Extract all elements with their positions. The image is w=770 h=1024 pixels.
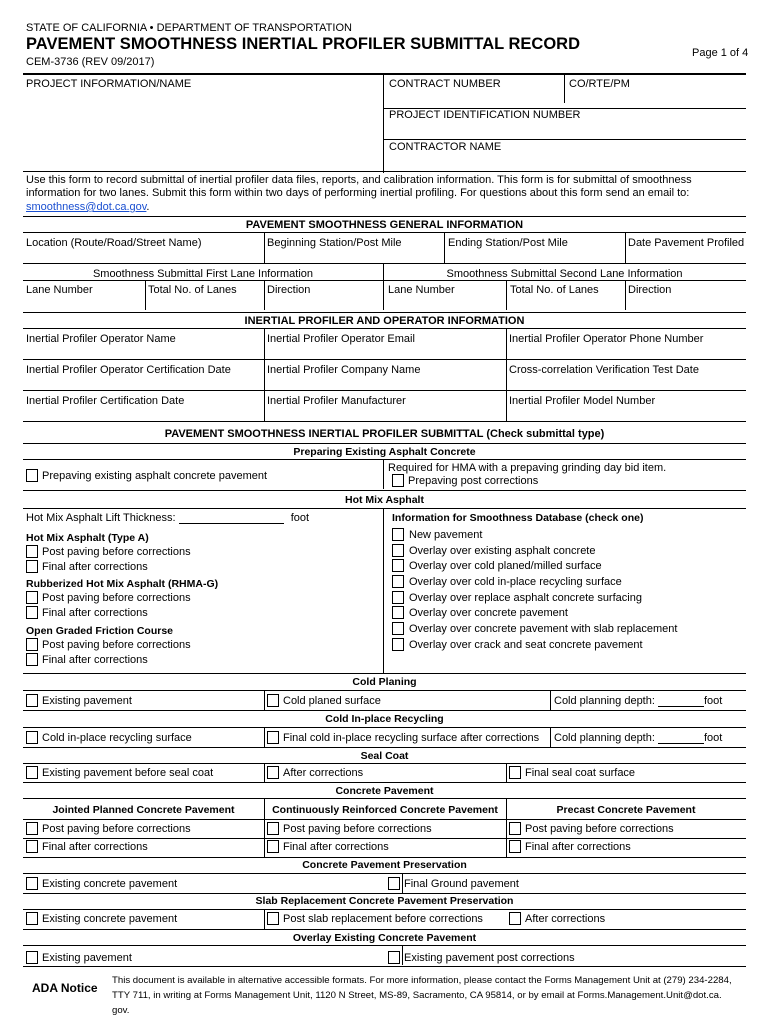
precast-heading: Precast Concrete Pavement <box>556 804 696 816</box>
prepaving-heading: Preparing Existing Asphalt Concrete <box>293 446 476 458</box>
co-rte-pm-label: CO/RTE/PM <box>569 78 630 90</box>
rhma-final-checkbox[interactable] <box>26 606 38 619</box>
cir-final-label: Final cold in-place recycling surface after corrections <box>283 732 540 744</box>
general-info-heading: PAVEMENT SMOOTHNESS GENERAL INFORMATION <box>245 219 524 231</box>
slab-after-label: After corrections <box>525 913 606 925</box>
hma-a-post-paving-label: Post paving before corrections <box>42 546 191 558</box>
db-option-3-checkbox[interactable] <box>392 575 404 588</box>
cir-depth-unit: foot <box>703 732 723 744</box>
hma-a-final-label: Final after corrections <box>42 561 148 573</box>
rhma-post-paving-checkbox[interactable] <box>26 591 38 604</box>
slab-heading: Slab Replacement Concrete Pavement Preservation <box>255 895 514 907</box>
db-option-6-label: Overlay over concrete pavement with slab replacement <box>409 623 678 635</box>
operator-cert-date-label: Inertial Profiler Operator Certification Date <box>26 364 231 376</box>
lane2-number-label: Lane Number <box>388 284 455 296</box>
preservation-heading: Concrete Pavement Preservation <box>302 859 467 871</box>
operator-name-label: Inertial Profiler Operator Name <box>26 333 176 345</box>
prepaving-existing-checkbox[interactable] <box>26 469 38 482</box>
contractor-name-label: CONTRACTOR NAME <box>389 141 502 153</box>
ada-line-1: This document is available in alternative accessible formats. For more information, please contact the Forms Management Unit at (279) 234-2284, <box>112 975 732 986</box>
db-option-0-label: New pavement <box>409 529 483 541</box>
overlay-heading: Overlay Existing Concrete Pavement <box>292 932 477 944</box>
seal-final-label: Final seal coat surface <box>525 767 636 779</box>
lift-thickness-label <box>26 512 309 524</box>
project-id-label: PROJECT IDENTIFICATION NUMBER <box>389 109 581 121</box>
concrete-heading: Concrete Pavement <box>335 785 434 797</box>
seal-after-checkbox[interactable] <box>267 766 279 779</box>
db-option-5-checkbox[interactable] <box>392 606 404 619</box>
seal-existing-checkbox[interactable] <box>26 766 38 779</box>
cp-existing-label: Existing pavement <box>42 695 132 707</box>
jpcp-final-label: Final after corrections <box>42 841 148 853</box>
beginning-station-label: Beginning Station/Post Mile <box>267 237 402 249</box>
db-option-6-checkbox[interactable] <box>392 622 404 635</box>
lane1-direction-label: Direction <box>267 284 311 296</box>
pres-final-ground-checkbox[interactable] <box>388 877 400 890</box>
hma-type-a-heading: Hot Mix Asphalt (Type A) <box>26 532 149 544</box>
cir-final-checkbox[interactable] <box>267 731 279 744</box>
cir-depth <box>554 732 722 744</box>
db-option-0-checkbox[interactable] <box>392 528 404 541</box>
precast-final-checkbox[interactable] <box>509 840 521 853</box>
cir-heading: Cold In-place Recycling <box>325 713 444 725</box>
lift-thickness-text: Hot Mix Asphalt Lift Thickness: <box>26 512 176 524</box>
cir-surface-label: Cold in-place recycling surface <box>42 732 192 744</box>
rhma-post-paving-label: Post paving before corrections <box>42 592 191 604</box>
overlay-existing-checkbox[interactable] <box>26 951 38 964</box>
db-option-2-label: Overlay over cold planed/milled surface <box>409 560 602 572</box>
profiler-cert-date-label: Inertial Profiler Certification Date <box>26 395 185 407</box>
submittal-heading: PAVEMENT SMOOTHNESS INERTIAL PROFILER SUBMITTAL (Check submittal type) <box>164 428 605 440</box>
seal-final-checkbox[interactable] <box>509 766 521 779</box>
slab-after-checkbox[interactable] <box>509 912 521 925</box>
db-option-3-label: Overlay over cold in-place recycling surface <box>409 576 622 588</box>
cp-existing-checkbox[interactable] <box>26 694 38 707</box>
pres-final-ground-label: Final Ground pavement <box>404 878 519 890</box>
cp-depth-field[interactable] <box>658 695 704 707</box>
overlay-existing-label: Existing pavement <box>42 952 132 964</box>
project-name-label: PROJECT INFORMATION/NAME <box>26 78 192 90</box>
prepaving-post-checkbox[interactable] <box>392 474 404 487</box>
ogfc-post-paving-label: Post paving before corrections <box>42 639 191 651</box>
db-option-2-checkbox[interactable] <box>392 559 404 572</box>
lane1-total-label: Total No. of Lanes <box>148 284 237 296</box>
slab-existing-checkbox[interactable] <box>26 912 38 925</box>
slab-post-checkbox[interactable] <box>267 912 279 925</box>
seal-coat-heading: Seal Coat <box>360 750 409 762</box>
crcp-final-checkbox[interactable] <box>267 840 279 853</box>
db-option-1-checkbox[interactable] <box>392 544 404 557</box>
instructions-line-2: information for two lanes. Submit this form within two days of performing inertial profiling. For questions about this form send an email to: <box>26 187 690 199</box>
crcp-post-paving-label: Post paving before corrections <box>283 823 432 835</box>
hma-heading: Hot Mix Asphalt <box>345 494 424 506</box>
crcp-heading: Continuously Reinforced Concrete Pavement <box>272 804 498 816</box>
instructions-line-1: Use this form to record submittal of inertial profiler data files, reports, and calibration information. This form is for submittal of smoothness <box>26 174 692 186</box>
ada-line-2: TTY 711, in writing at Forms Management Unit, 1120 N Street, MS-89, Sacramento, CA 95814, or by email at Forms.Management.Unit@dot.ca. <box>112 990 722 1001</box>
ogfc-heading: Open Graded Friction Course <box>26 625 174 637</box>
crcp-post-paving-checkbox[interactable] <box>267 822 279 835</box>
prepaving-existing-label: Prepaving existing asphalt concrete pavement <box>42 470 268 482</box>
ogfc-final-label: Final after corrections <box>42 654 148 666</box>
cp-depth-unit: foot <box>703 695 723 707</box>
rhma-heading: Rubberized Hot Mix Asphalt (RHMA-G) <box>26 578 219 590</box>
cir-surface-checkbox[interactable] <box>26 731 38 744</box>
form-title: PAVEMENT SMOOTHNESS INERTIAL PROFILER SUBMITTAL RECORD <box>26 35 580 53</box>
required-hma-note: Required for HMA with a prepaving grinding day bid item. <box>388 462 667 474</box>
overlay-post-label: Existing pavement post corrections <box>404 952 575 964</box>
cp-depth-label: Cold planning depth: <box>554 695 655 707</box>
contract-number-label: CONTRACT NUMBER <box>389 78 501 90</box>
slab-post-label: Post slab replacement before corrections <box>283 913 483 925</box>
first-lane-heading: Smoothness Submittal First Lane Information <box>92 268 314 280</box>
cir-depth-field[interactable] <box>658 732 704 744</box>
support-email-link[interactable]: smoothness@dot.ca.gov <box>26 201 147 213</box>
pres-existing-label: Existing concrete pavement <box>42 878 178 890</box>
precast-post-paving-checkbox[interactable] <box>509 822 521 835</box>
slab-existing-label: Existing concrete pavement <box>42 913 178 925</box>
cp-depth <box>554 695 722 707</box>
database-heading: Information for Smoothness Database (check one) <box>392 512 644 524</box>
db-option-4-checkbox[interactable] <box>392 591 404 604</box>
jpcp-post-paving-label: Post paving before corrections <box>42 823 191 835</box>
agency-line: STATE OF CALIFORNIA • DEPARTMENT OF TRANSPORTATION <box>26 22 352 34</box>
lane2-total-label: Total No. of Lanes <box>510 284 599 296</box>
ada-line-3: gov. <box>112 1005 130 1016</box>
cross-correlation-label: Cross-correlation Verification Test Date <box>509 364 699 376</box>
cp-planed-label: Cold planed surface <box>283 695 381 707</box>
ogfc-final-checkbox[interactable] <box>26 653 38 666</box>
crcp-final-label: Final after corrections <box>283 841 389 853</box>
jpcp-heading: Jointed Planned Concrete Pavement <box>52 804 235 816</box>
operator-email-label: Inertial Profiler Operator Email <box>267 333 415 345</box>
jpcp-post-paving-checkbox[interactable] <box>26 822 38 835</box>
hma-a-final-checkbox[interactable] <box>26 560 38 573</box>
rhma-final-label: Final after corrections <box>42 607 148 619</box>
overlay-post-checkbox[interactable] <box>388 951 400 964</box>
company-name-label: Inertial Profiler Company Name <box>267 364 421 376</box>
lift-thickness-field[interactable] <box>179 512 284 524</box>
ending-station-label: Ending Station/Post Mile <box>448 237 568 249</box>
seal-existing-label: Existing pavement before seal coat <box>42 767 214 779</box>
lane1-number-label: Lane Number <box>26 284 93 296</box>
model-number-label: Inertial Profiler Model Number <box>509 395 656 407</box>
instructions-period: . <box>146 201 150 213</box>
db-option-7-checkbox[interactable] <box>392 638 404 651</box>
db-option-4-label: Overlay over replace asphalt concrete surfacing <box>409 592 642 604</box>
prepaving-post-label: Prepaving post corrections <box>408 475 539 487</box>
jpcp-final-checkbox[interactable] <box>26 840 38 853</box>
seal-after-label: After corrections <box>283 767 364 779</box>
cold-planing-heading: Cold Planing <box>352 676 417 688</box>
manufacturer-label: Inertial Profiler Manufacturer <box>267 395 406 407</box>
second-lane-heading: Smoothness Submittal Second Lane Information <box>446 268 683 280</box>
ada-notice-label: ADA Notice <box>32 981 98 995</box>
db-option-7-label: Overlay over crack and seat concrete pavement <box>409 639 643 651</box>
cir-depth-label: Cold planning depth: <box>554 732 655 744</box>
cp-planed-checkbox[interactable] <box>267 694 279 707</box>
page-number: Page 1 of 4 <box>692 47 749 59</box>
ogfc-post-paving-checkbox[interactable] <box>26 638 38 651</box>
db-option-5-label: Overlay over concrete pavement <box>409 607 568 619</box>
lift-thickness-unit: foot <box>290 512 310 524</box>
location-label: Location (Route/Road/Street Name) <box>26 237 202 249</box>
lane2-direction-label: Direction <box>628 284 672 296</box>
date-profiled-label: Date Pavement Profiled <box>628 237 745 249</box>
precast-final-label: Final after corrections <box>525 841 631 853</box>
precast-post-paving-label: Post paving before corrections <box>525 823 674 835</box>
form-number: CEM-3736 (REV 09/2017) <box>26 56 155 68</box>
pres-existing-checkbox[interactable] <box>26 877 38 890</box>
operator-info-heading: INERTIAL PROFILER AND OPERATOR INFORMATION <box>244 315 525 327</box>
operator-phone-label: Inertial Profiler Operator Phone Number <box>509 333 704 345</box>
db-option-1-label: Overlay over existing asphalt concrete <box>409 545 596 557</box>
hma-a-post-paving-checkbox[interactable] <box>26 545 38 558</box>
